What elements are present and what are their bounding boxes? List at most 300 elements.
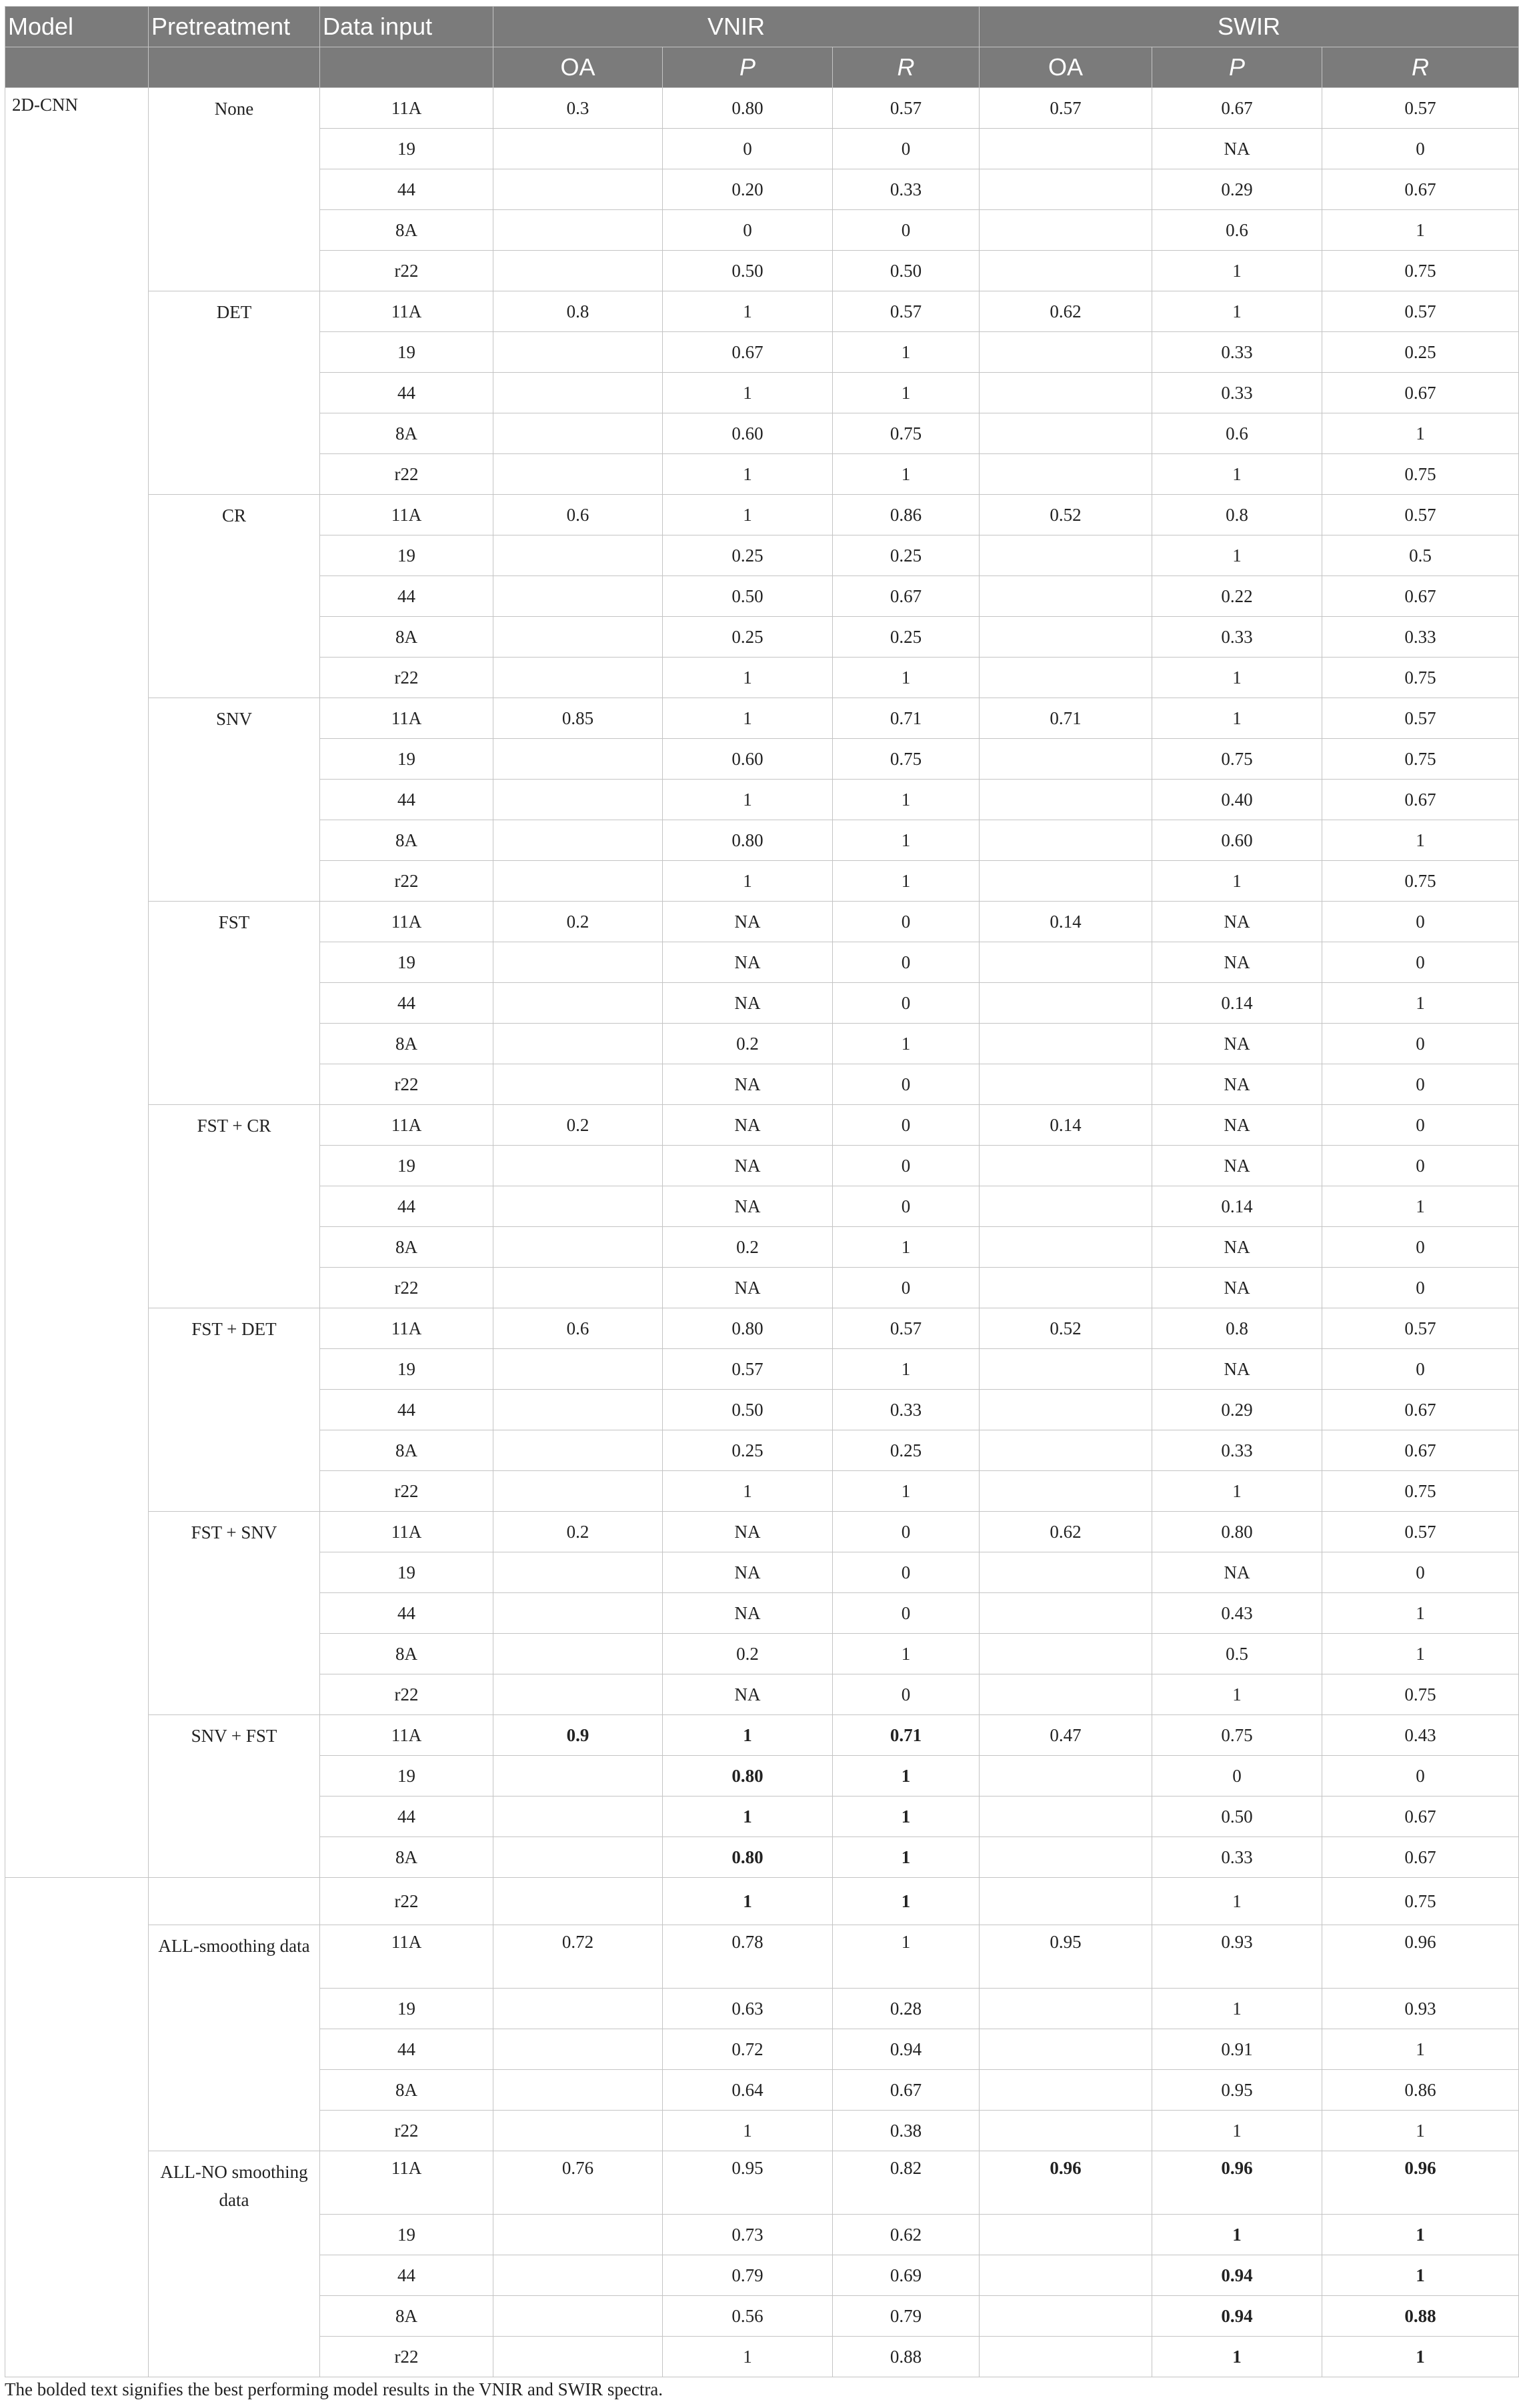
s-oa-cell [980,576,1152,617]
s-p-cell: 0.60 [1152,820,1322,861]
v-oa-cell [493,373,663,413]
data-input-cell: 44 [320,1186,493,1227]
s-r-cell: 0.57 [1322,1308,1519,1349]
s-p-cell: 1 [1152,1674,1322,1715]
s-oa-cell [980,983,1152,1024]
s-p-cell: NA [1152,902,1322,942]
s-p-cell: 0.75 [1152,1715,1322,1756]
data-input-cell: 19 [320,1989,493,2029]
v-p-cell: NA [663,1552,833,1593]
s-oa-cell [980,2337,1152,2377]
v-oa-cell: 0.6 [493,495,663,535]
v-oa-cell [493,1837,663,1878]
v-p-cell: 0.25 [663,1430,833,1471]
s-oa-cell [980,2111,1152,2151]
s-r-cell: 0.67 [1322,169,1519,210]
v-r-cell: 0.28 [833,1989,980,2029]
data-input-cell: r22 [320,454,493,495]
s-r-cell: 0.57 [1322,291,1519,332]
s-p-cell: 1 [1152,1878,1322,1925]
v-r-cell: 1 [833,861,980,902]
data-input-cell: 8A [320,1837,493,1878]
v-r-cell: 1 [833,332,980,373]
v-oa-cell: 0.9 [493,1715,663,1756]
v-r-cell: 1 [833,1634,980,1674]
data-input-cell: 44 [320,1390,493,1430]
data-input-cell: 44 [320,169,493,210]
s-r-cell: 0.75 [1322,454,1519,495]
data-input-cell: 8A [320,1227,493,1268]
data-input-cell: 19 [320,535,493,576]
v-oa-cell [493,617,663,658]
data-input-cell: r22 [320,658,493,698]
s-r-cell: 1 [1322,413,1519,454]
s-oa-cell: 0.52 [980,495,1152,535]
v-oa-cell [493,413,663,454]
v-oa-cell [493,1024,663,1064]
s-p-cell: 0.33 [1152,1430,1322,1471]
v-p-cell: NA [663,1146,833,1186]
s-oa-cell [980,1146,1152,1186]
v-r-cell: 0 [833,1064,980,1105]
v-oa-cell: 0.2 [493,1512,663,1552]
s-oa-cell: 0.57 [980,88,1152,129]
data-input-cell: 19 [320,942,493,983]
s-r-cell: 1 [1322,2029,1519,2070]
v-r-cell: 0.75 [833,739,980,780]
table-row [5,2151,1519,2215]
s-r-cell: 0.75 [1322,861,1519,902]
s-oa-cell [980,2070,1152,2111]
v-oa-cell [493,2111,663,2151]
table-row [5,1925,1519,1989]
s-p-cell: 1 [1152,861,1322,902]
v-p-cell: 1 [663,2111,833,2151]
v-oa-cell [493,1593,663,1634]
data-input-cell: 8A [320,1024,493,1064]
v-oa-cell [493,1064,663,1105]
s-r-cell: 0 [1322,1105,1519,1146]
s-oa-cell [980,413,1152,454]
v-oa-cell [493,861,663,902]
v-p-cell: 0.80 [663,1308,833,1349]
data-input-cell: 11A [320,291,493,332]
v-oa-cell [493,1186,663,1227]
v-r-cell: 1 [833,1796,980,1837]
data-input-cell: 19 [320,1756,493,1796]
pretreatment-cell: FST + CR [149,1105,320,1308]
data-input-cell: 19 [320,332,493,373]
header-vnir-r: R [833,47,980,88]
v-p-cell: 0.63 [663,1989,833,2029]
v-p-cell: 1 [663,373,833,413]
data-input-cell: r22 [320,251,493,291]
s-oa-cell [980,861,1152,902]
s-p-cell: 1 [1152,251,1322,291]
v-oa-cell [493,2337,663,2377]
v-p-cell: NA [663,1512,833,1552]
data-input-cell: 8A [320,2296,493,2337]
v-r-cell: 0.33 [833,1390,980,1430]
data-input-cell: r22 [320,861,493,902]
v-oa-cell [493,129,663,169]
s-r-cell: 0 [1322,129,1519,169]
s-oa-cell [980,169,1152,210]
data-input-cell: 11A [320,1105,493,1146]
header-swir: SWIR [980,7,1519,47]
v-p-cell: 0.2 [663,1024,833,1064]
v-p-cell: 1 [663,780,833,820]
v-oa-cell [493,2029,663,2070]
s-p-cell: 0.29 [1152,1390,1322,1430]
s-r-cell: 0 [1322,1268,1519,1308]
s-r-cell: 0 [1322,942,1519,983]
v-r-cell: 1 [833,658,980,698]
s-r-cell: 0.67 [1322,1837,1519,1878]
v-r-cell: 0.75 [833,413,980,454]
s-oa-cell [980,2255,1152,2296]
v-oa-cell [493,1349,663,1390]
s-oa-cell [980,2215,1152,2255]
s-oa-cell [980,1024,1152,1064]
v-p-cell: 0 [663,210,833,251]
v-p-cell: 0.73 [663,2215,833,2255]
v-oa-cell [493,1634,663,1674]
s-r-cell: 0.57 [1322,698,1519,739]
s-r-cell: 0.67 [1322,1430,1519,1471]
s-p-cell: 0 [1152,1756,1322,1796]
v-r-cell: 0.88 [833,2337,980,2377]
v-r-cell: 0 [833,942,980,983]
v-r-cell: 1 [833,1471,980,1512]
s-p-cell: 1 [1152,535,1322,576]
s-oa-cell [980,617,1152,658]
v-r-cell: 0 [833,1552,980,1593]
s-oa-cell: 0.62 [980,1512,1152,1552]
data-input-cell: 11A [320,495,493,535]
v-r-cell: 0.33 [833,169,980,210]
v-p-cell: 0.20 [663,169,833,210]
v-p-cell: 1 [663,861,833,902]
s-p-cell: 0.93 [1152,1925,1322,1989]
data-input-cell: 11A [320,698,493,739]
v-r-cell: 0 [833,1146,980,1186]
v-r-cell: 0.71 [833,698,980,739]
v-oa-cell [493,1146,663,1186]
s-oa-cell [980,332,1152,373]
table-row [5,1308,1519,1349]
v-oa-cell: 0.85 [493,698,663,739]
s-p-cell: NA [1152,1064,1322,1105]
v-p-cell: 0.95 [663,2151,833,2215]
s-r-cell: 0.96 [1322,1925,1519,1989]
s-p-cell: 0.8 [1152,495,1322,535]
v-oa-cell [493,942,663,983]
v-r-cell: 1 [833,820,980,861]
header-swir-oa: OA [980,47,1152,88]
s-oa-cell [980,1268,1152,1308]
s-r-cell: 0.67 [1322,373,1519,413]
v-r-cell: 0.50 [833,251,980,291]
s-p-cell: 0.6 [1152,413,1322,454]
s-p-cell: 0.80 [1152,1512,1322,1552]
v-r-cell: 0.86 [833,495,980,535]
v-p-cell: 1 [663,1471,833,1512]
s-r-cell: 0.67 [1322,780,1519,820]
v-r-cell: 0 [833,1674,980,1715]
s-r-cell: 1 [1322,2255,1519,2296]
s-r-cell: 0.5 [1322,535,1519,576]
header-model: Model [5,7,149,47]
v-r-cell: 0 [833,1105,980,1146]
s-r-cell: 1 [1322,2111,1519,2151]
s-p-cell: NA [1152,1227,1322,1268]
v-r-cell: 0 [833,1268,980,1308]
v-oa-cell [493,658,663,698]
s-oa-cell [980,1349,1152,1390]
s-oa-cell [980,1796,1152,1837]
pretreatment-cell: SNV [149,698,320,902]
s-oa-cell: 0.47 [980,1715,1152,1756]
table-row [5,495,1519,535]
header-swir-p: P [1152,47,1322,88]
pretreatment-cell: DET [149,291,320,495]
s-p-cell: 1 [1152,291,1322,332]
s-p-cell: 0.6 [1152,210,1322,251]
v-p-cell: NA [663,942,833,983]
v-p-cell: 0.56 [663,2296,833,2337]
data-input-cell: 11A [320,1715,493,1756]
v-p-cell: 0.50 [663,251,833,291]
s-oa-cell [980,780,1152,820]
s-oa-cell [980,251,1152,291]
model-cell [5,1878,149,2377]
data-input-cell: 44 [320,983,493,1024]
table-row [5,902,1519,942]
header-vnir-p: P [663,47,833,88]
s-p-cell: NA [1152,1552,1322,1593]
s-p-cell: 1 [1152,698,1322,739]
s-p-cell: 1 [1152,2337,1322,2377]
v-r-cell: 0.94 [833,2029,980,2070]
table-footnote: The bolded text signifies the best performing model results in the VNIR and SWIR spectra. [5,2379,663,2399]
v-r-cell: 1 [833,1837,980,1878]
s-oa-cell [980,2029,1152,2070]
data-input-cell: 44 [320,780,493,820]
v-p-cell: NA [663,902,833,942]
v-p-cell: 0.2 [663,1227,833,1268]
v-p-cell: 0.57 [663,1349,833,1390]
v-p-cell: 1 [663,1796,833,1837]
s-r-cell: 1 [1322,983,1519,1024]
s-r-cell: 0.75 [1322,739,1519,780]
pretreatment-cell: FST + SNV [149,1512,320,1715]
data-input-cell: 11A [320,902,493,942]
v-r-cell: 0 [833,1593,980,1634]
v-p-cell: NA [663,1064,833,1105]
data-input-cell: 11A [320,1925,493,1989]
data-input-cell: 44 [320,2255,493,2296]
s-oa-cell [980,942,1152,983]
data-input-cell: 11A [320,2151,493,2215]
v-p-cell: NA [663,983,833,1024]
s-p-cell: 0.14 [1152,1186,1322,1227]
v-p-cell: 1 [663,1715,833,1756]
data-input-cell: 44 [320,1796,493,1837]
s-p-cell: NA [1152,1268,1322,1308]
model-cell: 2D-CNN [5,88,149,1878]
pretreatment-cell: FST [149,902,320,1105]
data-input-cell: 8A [320,413,493,454]
v-r-cell: 0.57 [833,1308,980,1349]
v-oa-cell [493,2215,663,2255]
v-r-cell: 1 [833,454,980,495]
v-r-cell: 0 [833,1186,980,1227]
v-r-cell: 0.25 [833,1430,980,1471]
s-oa-cell [980,2296,1152,2337]
s-p-cell: 0.14 [1152,983,1322,1024]
s-r-cell: 0 [1322,1552,1519,1593]
s-r-cell: 0.96 [1322,2151,1519,2215]
s-r-cell: 0 [1322,1064,1519,1105]
s-p-cell: 1 [1152,454,1322,495]
v-p-cell: 0 [663,129,833,169]
v-r-cell: 1 [833,1349,980,1390]
s-p-cell: NA [1152,1146,1322,1186]
header-blank-3 [320,47,493,88]
data-input-cell: 8A [320,617,493,658]
s-oa-cell [980,454,1152,495]
v-p-cell: 0.72 [663,2029,833,2070]
s-oa-cell [980,1674,1152,1715]
s-r-cell: 0.57 [1322,1512,1519,1552]
v-oa-cell: 0.6 [493,1308,663,1349]
v-p-cell: 0.80 [663,1756,833,1796]
s-p-cell: 0.95 [1152,2070,1322,2111]
v-r-cell: 0.67 [833,2070,980,2111]
s-r-cell: 1 [1322,1634,1519,1674]
v-oa-cell [493,1390,663,1430]
s-r-cell: 1 [1322,210,1519,251]
s-p-cell: 1 [1152,2215,1322,2255]
v-oa-cell [493,169,663,210]
s-r-cell: 1 [1322,2337,1519,2377]
v-p-cell: 1 [663,291,833,332]
v-p-cell: 0.80 [663,88,833,129]
v-oa-cell: 0.3 [493,88,663,129]
s-oa-cell: 0.14 [980,902,1152,942]
v-oa-cell: 0.72 [493,1925,663,1989]
v-r-cell: 0 [833,129,980,169]
s-oa-cell [980,535,1152,576]
s-r-cell: 0.67 [1322,1390,1519,1430]
s-p-cell: NA [1152,1349,1322,1390]
v-oa-cell [493,1756,663,1796]
s-oa-cell [980,1634,1152,1674]
v-oa-cell [493,1552,663,1593]
s-r-cell: 0.75 [1322,1878,1519,1925]
data-input-cell: 11A [320,1308,493,1349]
v-oa-cell [493,2255,663,2296]
header-vnir: VNIR [493,7,980,47]
s-oa-cell [980,1552,1152,1593]
s-p-cell: 0.29 [1152,169,1322,210]
table-row [5,698,1519,739]
v-p-cell: 0.25 [663,617,833,658]
s-r-cell: 1 [1322,1593,1519,1634]
v-oa-cell [493,1674,663,1715]
v-p-cell: 1 [663,454,833,495]
v-p-cell: 1 [663,698,833,739]
v-p-cell: NA [663,1593,833,1634]
s-oa-cell: 0.14 [980,1105,1152,1146]
v-p-cell: 0.67 [663,332,833,373]
data-input-cell: 19 [320,129,493,169]
table-row [5,1512,1519,1552]
s-p-cell: 0.94 [1152,2296,1322,2337]
v-p-cell: NA [663,1268,833,1308]
s-oa-cell [980,1989,1152,2029]
v-p-cell: 0.80 [663,820,833,861]
v-p-cell: NA [663,1105,833,1146]
data-input-cell: 8A [320,1634,493,1674]
v-p-cell: 0.25 [663,535,833,576]
v-r-cell: 0.71 [833,1715,980,1756]
s-p-cell: 1 [1152,1471,1322,1512]
s-oa-cell [980,820,1152,861]
v-oa-cell [493,983,663,1024]
header-blank-1 [5,47,149,88]
s-p-cell: 0.40 [1152,780,1322,820]
s-oa-cell [980,1390,1152,1430]
pretreatment-cell: ALL-smoothing data [149,1925,320,2151]
s-r-cell: 0.75 [1322,658,1519,698]
s-p-cell: 1 [1152,658,1322,698]
data-input-cell: 19 [320,1349,493,1390]
data-input-cell: r22 [320,1878,493,1925]
v-p-cell: 1 [663,1878,833,1925]
data-input-cell: r22 [320,2337,493,2377]
s-p-cell: 0.33 [1152,1837,1322,1878]
v-oa-cell [493,780,663,820]
s-oa-cell [980,129,1152,169]
data-input-cell: 19 [320,739,493,780]
s-p-cell: NA [1152,942,1322,983]
s-p-cell: NA [1152,1024,1322,1064]
v-r-cell: 0.25 [833,535,980,576]
v-r-cell: 1 [833,1227,980,1268]
pretreatment-cell: FST + DET [149,1308,320,1512]
pretreatment-cell: ALL-NO smoothing data [149,2151,320,2377]
v-oa-cell [493,2070,663,2111]
v-r-cell: 0.57 [833,291,980,332]
s-r-cell: 0.75 [1322,251,1519,291]
s-r-cell: 1 [1322,2215,1519,2255]
s-p-cell: 0.43 [1152,1593,1322,1634]
s-r-cell: 0 [1322,1146,1519,1186]
s-r-cell: 0.86 [1322,2070,1519,2111]
data-input-cell: 19 [320,2215,493,2255]
v-p-cell: 0.79 [663,2255,833,2296]
v-oa-cell: 0.76 [493,2151,663,2215]
s-oa-cell: 0.52 [980,1308,1152,1349]
v-p-cell: 0.64 [663,2070,833,2111]
s-r-cell: 0.57 [1322,88,1519,129]
v-r-cell: 1 [833,1756,980,1796]
header-blank-2 [149,47,320,88]
pretreatment-cell: SNV + FST [149,1715,320,1878]
s-r-cell: 1 [1322,1186,1519,1227]
